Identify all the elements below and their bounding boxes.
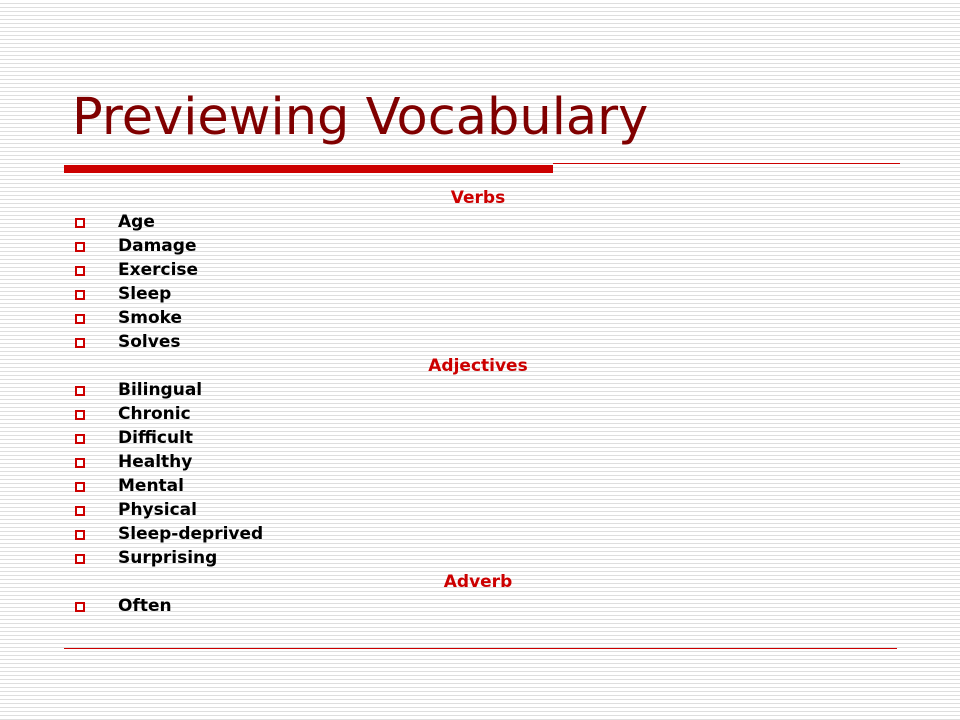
list-item-label: Sleep-deprived	[118, 524, 264, 544]
section-heading-adjectives: Adjectives	[428, 356, 528, 376]
footer-rule	[64, 648, 897, 649]
list-item	[72, 210, 884, 234]
list-item	[72, 498, 884, 522]
square-bullet-icon	[75, 506, 85, 516]
square-bullet-icon	[75, 434, 85, 444]
list-item-label: Solves	[118, 332, 181, 352]
section-heading-adverb: Adverb	[443, 572, 513, 592]
list-item	[72, 450, 884, 474]
vocabulary-list	[72, 186, 884, 618]
list-item-label: Damage	[118, 236, 197, 256]
square-bullet-icon	[75, 314, 85, 324]
list-item	[72, 474, 884, 498]
list-item-label: Smoke	[118, 308, 183, 328]
list-item	[72, 330, 884, 354]
list-item-label: Physical	[118, 500, 197, 520]
title-underline-bar	[64, 165, 553, 173]
list-item	[72, 306, 884, 330]
list-item	[72, 522, 884, 546]
square-bullet-icon	[75, 290, 85, 300]
square-bullet-icon	[75, 410, 85, 420]
list-item-label: Difficult	[118, 428, 194, 448]
list-item-label: Exercise	[118, 260, 199, 280]
square-bullet-icon	[75, 386, 85, 396]
list-item	[72, 258, 884, 282]
list-item-label: Mental	[118, 476, 184, 496]
list-item-label: Healthy	[118, 452, 193, 472]
list-item-label: Often	[118, 596, 172, 616]
square-bullet-icon	[75, 266, 85, 276]
list-item-label: Bilingual	[118, 380, 203, 400]
list-item	[72, 282, 884, 306]
square-bullet-icon	[75, 530, 85, 540]
list-item	[72, 402, 884, 426]
list-item	[72, 594, 884, 618]
square-bullet-icon	[75, 458, 85, 468]
square-bullet-icon	[75, 218, 85, 228]
square-bullet-icon	[75, 338, 85, 348]
section-heading-verbs: Verbs	[450, 188, 506, 208]
list-item	[72, 378, 884, 402]
list-item	[72, 426, 884, 450]
square-bullet-icon	[75, 554, 85, 564]
slide-title: Previewing Vocabulary	[72, 88, 649, 147]
list-item-label: Surprising	[118, 548, 218, 568]
list-item	[72, 546, 884, 570]
square-bullet-icon	[75, 602, 85, 612]
square-bullet-icon	[75, 482, 85, 492]
list-item	[72, 234, 884, 258]
title-underline-rule	[553, 163, 900, 164]
square-bullet-icon	[75, 242, 85, 252]
list-item-label: Chronic	[118, 404, 191, 424]
list-item-label: Sleep	[118, 284, 172, 304]
list-item-label: Age	[118, 212, 155, 232]
